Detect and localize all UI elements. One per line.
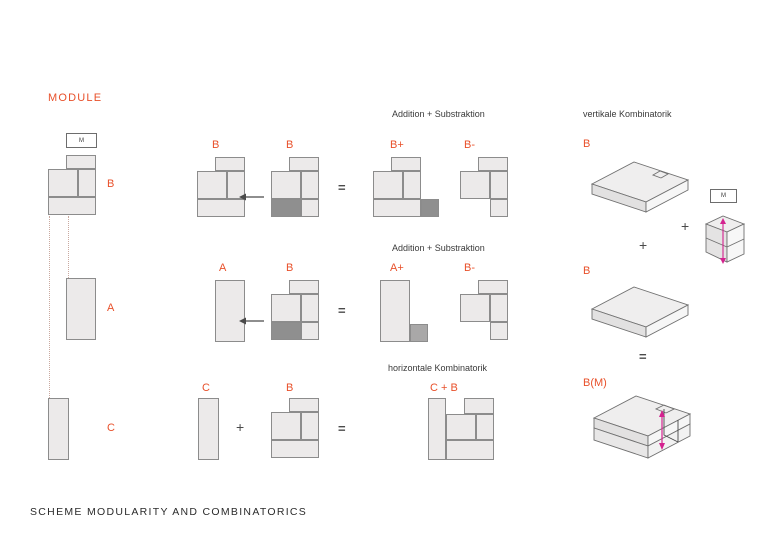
shape-part — [215, 157, 245, 171]
shape-part — [197, 171, 227, 199]
shape-part — [271, 412, 301, 440]
row-b-left-label: B — [212, 139, 220, 151]
iso-slab-top — [590, 158, 690, 213]
row-c-left-label: C — [202, 382, 210, 394]
module-b-shape — [48, 155, 96, 215]
header-addition-subtraction-2: Addition + Substraktion — [392, 243, 485, 253]
row-c-shape-1 — [198, 398, 219, 460]
row-c-result-shape — [428, 398, 494, 460]
shape-part — [301, 322, 319, 340]
row-b-shape-1 — [197, 157, 245, 217]
module-a-label: A — [107, 302, 115, 314]
row-c-equals: = — [338, 421, 345, 436]
shape-part — [301, 171, 319, 199]
shape-part — [446, 440, 494, 460]
shape-part — [301, 294, 319, 322]
page-title: MODULE — [48, 92, 103, 104]
shape-part — [301, 412, 319, 440]
module-a-shape — [66, 278, 96, 340]
module-a-part — [66, 278, 96, 340]
row-a-shape-1 — [215, 280, 245, 342]
module-b-part-bottom — [48, 197, 96, 215]
vertical-plus-2: + — [681, 218, 690, 234]
shape-part — [464, 398, 494, 414]
module-b-part-top — [66, 155, 96, 169]
shape-part — [289, 157, 319, 171]
shape-part — [271, 294, 301, 322]
header-horizontal-combinatorics: horizontale Kombinatorik — [388, 363, 488, 373]
iso-module-cube — [703, 210, 747, 268]
vertical-equals: = — [639, 349, 646, 364]
footer-caption: SCHEME MODULARITY AND COMBINATORICS — [30, 506, 308, 518]
row-a-result-minus-shape — [460, 280, 508, 340]
iso-stacked-result — [590, 390, 700, 465]
module-b-part-right — [78, 169, 96, 197]
shape-part — [373, 171, 403, 199]
shape-part — [478, 157, 508, 171]
row-a-left-label: A — [219, 262, 227, 274]
header-vertical-combinatorics: vertikale Kombinatorik — [583, 109, 672, 119]
shape-part — [490, 171, 508, 199]
row-b-equals: = — [338, 180, 345, 195]
shape-part — [301, 199, 319, 217]
shape-part-removable — [271, 322, 301, 340]
shape-part — [478, 280, 508, 294]
shape-part — [289, 280, 319, 294]
shape-part — [271, 171, 301, 199]
shape-part — [476, 414, 494, 440]
module-c-shape — [48, 398, 69, 460]
row-a-shape-2 — [271, 280, 319, 340]
arrow-left-icon-row-b — [239, 192, 265, 202]
arrow-left-icon-row-a — [239, 316, 265, 326]
module-b-part-left — [48, 169, 78, 197]
shape-part — [490, 294, 508, 322]
shape-part — [490, 322, 508, 340]
vertical-plus-1: + — [639, 237, 648, 253]
vertical-label-mid: B — [583, 265, 591, 277]
row-a-right-label: B — [286, 262, 294, 274]
row-b-result-minus-shape — [460, 157, 508, 217]
shape-part — [198, 398, 219, 460]
row-a-equals: = — [338, 303, 345, 318]
row-c-right-label: B — [286, 382, 294, 394]
shape-part — [460, 294, 490, 322]
iso-slab-mid — [590, 283, 690, 338]
row-a-result-plus-label: A+ — [390, 262, 404, 274]
shape-part — [373, 199, 421, 217]
module-c-label: C — [107, 422, 115, 434]
row-c-plus: + — [236, 419, 245, 435]
row-a-result-minus-label: B- — [464, 262, 475, 274]
module-b-label: B — [107, 178, 115, 190]
dotted-guide-mid — [68, 216, 69, 278]
row-b-right-label: B — [286, 139, 294, 151]
shape-part — [289, 398, 319, 412]
row-b-result-plus-label: B+ — [390, 139, 404, 151]
shape-part-added — [410, 324, 428, 342]
shape-part — [271, 440, 319, 458]
row-b-shape-2 — [271, 157, 319, 217]
module-c-part — [48, 398, 69, 460]
shape-part-removable — [271, 199, 301, 217]
header-addition-subtraction-1: Addition + Substraktion — [392, 109, 485, 119]
row-a-result-plus-shape — [380, 280, 428, 342]
shape-part — [391, 157, 421, 171]
shape-part-added — [421, 199, 439, 217]
row-c-shape-2 — [271, 398, 319, 458]
shape-part — [403, 171, 421, 199]
vertical-result-label: B(M) — [583, 377, 607, 389]
dotted-guide-left — [49, 216, 50, 398]
row-c-result-label: C + B — [430, 382, 458, 394]
vertical-m-tag: M — [710, 189, 737, 203]
shape-part — [490, 199, 508, 217]
row-b-result-plus-shape — [373, 157, 439, 217]
row-b-result-minus-label: B- — [464, 139, 475, 151]
shape-part — [428, 398, 446, 460]
shape-part — [446, 414, 476, 440]
vertical-label-top: B — [583, 138, 591, 150]
shape-part — [197, 199, 245, 217]
shape-part — [460, 171, 490, 199]
module-m-tag: M — [66, 133, 97, 148]
shape-part — [215, 280, 245, 342]
shape-part — [380, 280, 410, 342]
